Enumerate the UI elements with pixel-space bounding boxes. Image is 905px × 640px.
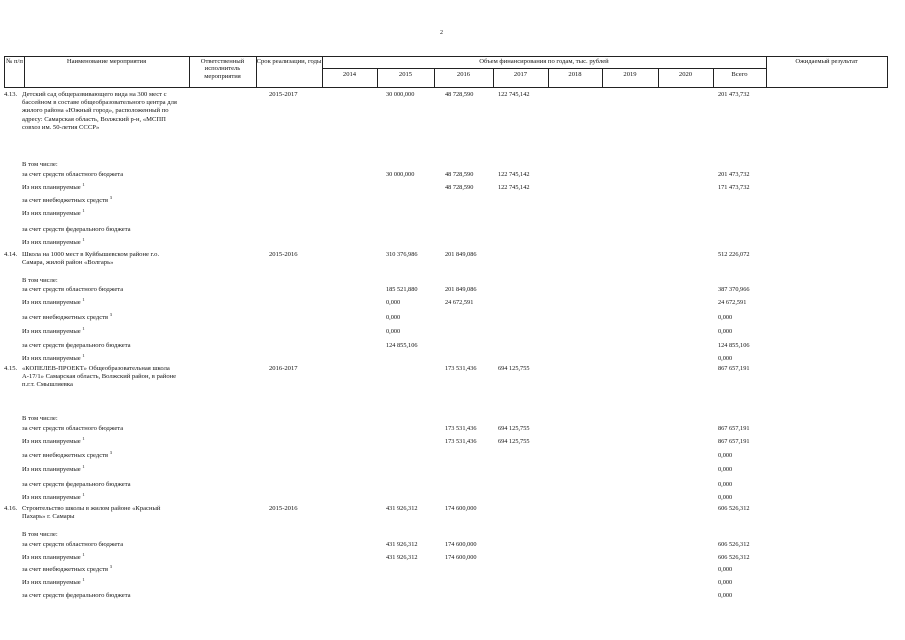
funding-source-label <box>22 576 85 587</box>
header-year: 2015 <box>398 71 413 78</box>
year-value: 48 728,590 <box>445 184 474 191</box>
funding-source-text: Из них планируемые <box>22 210 81 217</box>
header-year: 2018 <box>568 71 582 78</box>
measure-name: «КОПЕЛЕВ-ПРОЕКТ» Общеобразовательная школа А-17/1» Самарская область, Волжский район, в районе п.г.т. Смышляевка <box>22 365 177 389</box>
total-value: 606 526,312 <box>718 541 750 548</box>
total-value: 0,000 <box>718 314 733 321</box>
year-value: 30 000,000 <box>386 91 415 98</box>
funding-source-label <box>22 435 85 446</box>
funding-source-text: В том числе: <box>22 531 58 538</box>
funding-source-text: за счет внебюджетных средств <box>22 197 109 204</box>
funding-source-label <box>22 463 85 474</box>
funding-source-text: за счет средств федерального бюджета <box>22 342 131 349</box>
footnote-mark: 3 <box>109 449 113 455</box>
funding-source-label <box>22 194 113 205</box>
implementation-term: 2015-2017 <box>269 91 298 98</box>
total-value: 0,000 <box>718 481 733 488</box>
header-funding: Объем финансирования по годам, тыс. рублей <box>479 58 609 65</box>
measure-name: Строительство школы в жилом районе «Красный Пахарь» г. Самары <box>22 505 161 521</box>
year-value: 694 125,755 <box>498 438 530 445</box>
funding-source-label <box>22 296 85 307</box>
year-value: 431 926,312 <box>386 505 418 512</box>
year-value: 173 531,436 <box>445 438 477 445</box>
year-value: 0,000 <box>386 314 401 321</box>
funding-source-label <box>22 551 85 562</box>
funding-source-text: за счет средств областного бюджета <box>22 286 124 293</box>
table-header <box>4 56 888 88</box>
funding-source-label <box>22 491 85 502</box>
header-result: Ожидаемый результат <box>795 58 858 65</box>
funding-source-label <box>22 481 131 489</box>
header-year: 2017 <box>513 71 528 78</box>
total-value: 0,000 <box>718 566 733 573</box>
funding-source-label <box>22 207 85 218</box>
year-value: 174 600,000 <box>445 554 477 561</box>
footnote-mark: 3 <box>109 311 113 317</box>
footnote-mark: 1 <box>82 325 85 331</box>
year-value: 694 125,755 <box>498 425 530 432</box>
funding-source-text: за счет внебюджетных средств <box>22 566 109 573</box>
total-value: 867 657,191 <box>718 438 750 445</box>
funding-source-label <box>22 286 123 294</box>
funding-source-label <box>22 325 85 336</box>
year-value: 48 728,590 <box>445 91 474 98</box>
year-value: 122 745,142 <box>498 171 530 178</box>
total-value: 606 526,312 <box>718 505 750 512</box>
funding-source-label <box>22 352 85 363</box>
funding-source-text: за счет средств федерального бюджета <box>22 481 131 488</box>
funding-source-label <box>22 592 131 600</box>
funding-source-label <box>22 277 58 285</box>
total-value: 867 657,191 <box>718 365 750 372</box>
footnote-mark: 1 <box>82 576 85 582</box>
footnote-mark: 1 <box>82 236 85 242</box>
header-term: Срок реализации, годы <box>256 58 322 65</box>
header-num: № п/п <box>6 58 23 65</box>
total-value: 0,000 <box>718 579 733 586</box>
funding-source-text: за счет внебюджетных средств <box>22 452 109 459</box>
funding-source-label <box>22 563 113 574</box>
footnote-mark: 1 <box>82 352 85 358</box>
year-value: 431 926,312 <box>386 554 418 561</box>
implementation-term: 2015-2016 <box>269 505 298 512</box>
total-value: 201 473,732 <box>718 171 750 178</box>
funding-source-label <box>22 342 131 350</box>
funding-source-label <box>22 531 58 539</box>
funding-source-text: Из них планируемые <box>22 554 81 561</box>
year-value: 122 745,142 <box>498 184 530 191</box>
total-value: 0,000 <box>718 466 733 473</box>
row-number: 4.15. <box>4 365 18 372</box>
footnote-mark: 1 <box>82 551 85 557</box>
funding-source-text: Из них планируемые <box>22 355 81 362</box>
funding-source-text: Из них планируемые <box>22 466 81 473</box>
funding-source-text: Из них планируемые <box>22 299 81 306</box>
header-year: 2016 <box>456 71 471 78</box>
funding-source-text: за счет средств областного бюджета <box>22 425 124 432</box>
total-value: 606 526,312 <box>718 554 750 561</box>
implementation-term: 2016-2017 <box>269 365 298 372</box>
funding-source-label <box>22 226 131 234</box>
page-number: 2 <box>440 30 443 36</box>
funding-source-text: за счет средств федерального бюджета <box>22 592 131 599</box>
total-value: 0,000 <box>718 328 733 335</box>
funding-source-text: за счет средств областного бюджета <box>22 541 124 548</box>
total-value: 171 473,732 <box>718 184 750 191</box>
year-value: 185 521,880 <box>386 286 418 293</box>
year-value: 173 531,436 <box>445 365 477 372</box>
funding-source-label <box>22 311 113 322</box>
footnote-mark: 3 <box>109 563 113 569</box>
footnote-mark: 1 <box>82 207 85 213</box>
total-value: 0,000 <box>718 355 733 362</box>
funding-source-text: Из них планируемые <box>22 184 81 191</box>
header-total: Всего <box>731 71 748 78</box>
year-value: 0,000 <box>386 299 401 306</box>
total-value: 512 226,072 <box>718 251 750 258</box>
total-value: 24 672,591 <box>718 299 747 306</box>
header-year: 2014 <box>342 71 357 78</box>
measure-name: Детский сад общеразвивающего вида на 300 мест с бассейном в составе общеобразовательного центра для жилого района «Южный город», расположенный по адресу: Самарская область, Волжский р-н, «МСПП совхоз им. 50-летия СССР» <box>22 91 177 131</box>
funding-source-label <box>22 171 123 179</box>
funding-source-text: В том числе: <box>22 415 58 422</box>
footnote-mark: 1 <box>82 435 85 441</box>
total-value: 387 370,966 <box>718 286 750 293</box>
row-number: 4.13. <box>4 91 18 98</box>
measure-name: Школа на 1000 мест в Куйбышевском районе г.о. Самара, жилой район «Волгарь» <box>22 251 160 267</box>
funding-source-label <box>22 236 85 247</box>
year-value: 124 855,106 <box>386 342 418 349</box>
year-value: 0,000 <box>386 328 401 335</box>
funding-source-text: за счет внебюджетных средств <box>22 314 109 321</box>
total-value: 867 657,191 <box>718 425 750 432</box>
total-value: 0,000 <box>718 452 733 459</box>
funding-source-text: Из них планируемые <box>22 328 81 335</box>
year-value: 24 672,591 <box>445 299 474 306</box>
year-value: 30 000,000 <box>386 171 415 178</box>
year-value: 310 376,986 <box>386 251 418 258</box>
total-value: 0,000 <box>718 592 733 599</box>
funding-source-label <box>22 161 58 169</box>
footnote-mark: 3 <box>109 194 113 200</box>
footnote-mark: 1 <box>82 463 85 469</box>
funding-source-text: В том числе: <box>22 161 58 168</box>
year-value: 694 125,755 <box>498 365 530 372</box>
row-number: 4.14. <box>4 251 18 258</box>
footnote-mark: 1 <box>82 296 85 302</box>
funding-source-text: Из них планируемые <box>22 239 81 246</box>
funding-source-label <box>22 449 113 460</box>
year-value: 201 849,086 <box>445 251 477 258</box>
funding-source-text: Из них планируемые <box>22 494 81 501</box>
header-responsible: Ответственный исполнитель мероприятия <box>200 58 245 80</box>
funding-source-text: за счет средств областного бюджета <box>22 171 124 178</box>
total-value: 124 855,106 <box>718 342 750 349</box>
year-value: 431 926,312 <box>386 541 418 548</box>
funding-source-label <box>22 181 85 192</box>
funding-source-text: В том числе: <box>22 277 58 284</box>
funding-source-label <box>22 541 123 549</box>
year-value: 201 849,086 <box>445 286 477 293</box>
year-value: 122 745,142 <box>498 91 530 98</box>
implementation-term: 2015-2016 <box>269 251 298 258</box>
funding-source-text: Из них планируемые <box>22 579 81 586</box>
funding-source-text: Из них планируемые <box>22 438 81 445</box>
year-value: 174 600,000 <box>445 505 477 512</box>
header-year: 2019 <box>623 71 637 78</box>
row-number: 4.16. <box>4 505 18 512</box>
funding-source-label <box>22 425 123 433</box>
year-value: 174 600,000 <box>445 541 477 548</box>
header-name: Наименование мероприятия <box>66 58 147 65</box>
year-value: 173 531,436 <box>445 425 477 432</box>
footnote-mark: 1 <box>82 181 85 187</box>
funding-source-label <box>22 415 58 423</box>
footnote-mark: 1 <box>82 491 85 497</box>
total-value: 0,000 <box>718 494 733 501</box>
header-year: 2020 <box>678 71 693 78</box>
year-value: 48 728,590 <box>445 171 474 178</box>
funding-source-text: за счет средств федерального бюджета <box>22 226 131 233</box>
total-value: 201 473,732 <box>718 91 750 98</box>
